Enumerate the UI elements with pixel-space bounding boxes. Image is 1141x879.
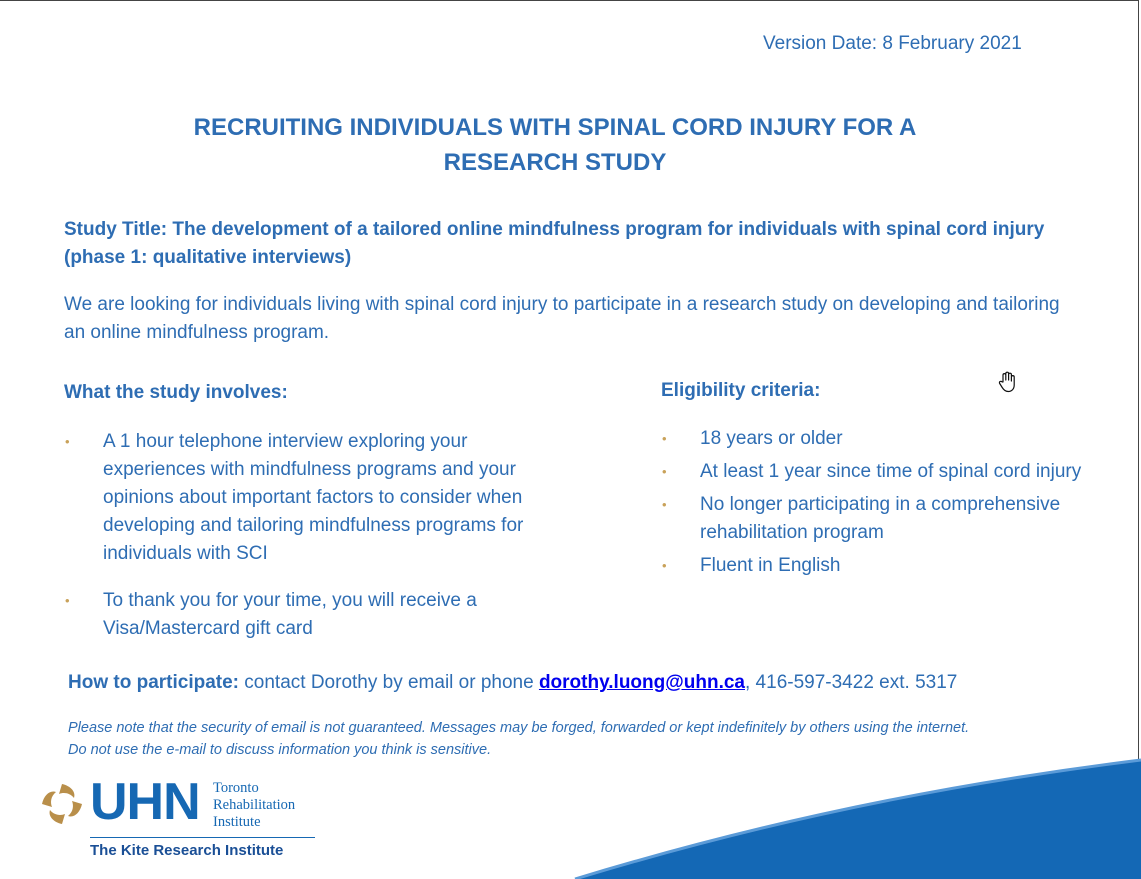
page-title-line-2: RESEARCH STUDY	[443, 149, 667, 176]
list-item	[65, 587, 573, 643]
uhn-logo	[38, 773, 328, 866]
bullet-icon: •	[662, 558, 667, 573]
involves-heading: What the study involves:	[64, 382, 288, 403]
list-item	[662, 458, 1120, 486]
how-to-participate	[68, 672, 957, 694]
study-title: Study Title: The development of a tailored online mindfulness program for individuals with spinal cord injury (phase 1: qualitative interviews)	[64, 219, 1045, 268]
participate-text: contact Dorothy by email or phone	[239, 672, 539, 693]
tri-line: Toronto	[213, 780, 259, 796]
list-item-text: No longer participating in a comprehensive rehabilitation program	[700, 494, 1061, 543]
kite-wordmark: The Kite Research Institute	[90, 842, 284, 859]
list-item-text: To thank you for your time, you will receive a Visa/Mastercard gift card	[103, 590, 477, 639]
page-title-line-1: RECRUITING INDIVIDUALS WITH SPINAL CORD INJURY FOR A	[193, 114, 917, 141]
bullet-icon: •	[662, 431, 667, 446]
bullet-icon: •	[662, 464, 667, 479]
intro-paragraph: We are looking for individuals living with spinal cord injury to participate in a research study on developing and tailoring an online mindfulness program.	[64, 294, 1060, 343]
tri-wordmark	[213, 780, 295, 831]
logo-divider	[90, 837, 315, 838]
bullet-icon: •	[662, 497, 667, 512]
participate-comma: ,	[745, 672, 751, 693]
note-line-2: Do not use the e-mail to discuss information you think is sensitive.	[68, 742, 492, 758]
tri-line: Institute	[213, 814, 261, 830]
list-item-text: At least 1 year since time of spinal cord injury	[700, 461, 1082, 482]
list-item	[65, 428, 573, 568]
involves-list	[65, 428, 573, 662]
uhn-wordmark: UHN	[90, 773, 200, 831]
page-title	[100, 110, 1010, 180]
phone-number: 416-597-3422 ext. 5317	[750, 672, 958, 693]
eligibility-heading: Eligibility criteria:	[661, 380, 821, 401]
list-item	[662, 552, 1120, 580]
email-link[interactable]: dorothy.luong@uhn.ca	[538, 672, 745, 693]
email-security-note	[68, 717, 1078, 761]
bullet-icon: •	[65, 593, 70, 608]
list-item-text: 18 years or older	[700, 428, 843, 449]
list-item	[662, 425, 1120, 453]
bullet-icon: •	[65, 434, 70, 449]
hand-cursor-icon	[997, 371, 1017, 398]
eligibility-list	[662, 425, 1120, 585]
tri-line: Rehabilitation	[213, 797, 296, 813]
list-item-text: A 1 hour telephone interview exploring your experiences with mindfulness programs and your opinions about important factors to consider when developing and tailoring mindfulness programs for individuals with SCI	[103, 431, 524, 564]
gold-swirl-icon	[38, 780, 86, 828]
participate-label: How to participate:	[68, 672, 240, 693]
version-date: Version Date: 8 February 2021	[763, 33, 1022, 54]
list-item-text: Fluent in English	[700, 555, 841, 576]
note-line-1: Please note that the security of email is not guaranteed. Messages may be forged, forwarded or kept indefinitely by others using the internet.	[68, 720, 970, 736]
list-item	[662, 491, 1120, 547]
